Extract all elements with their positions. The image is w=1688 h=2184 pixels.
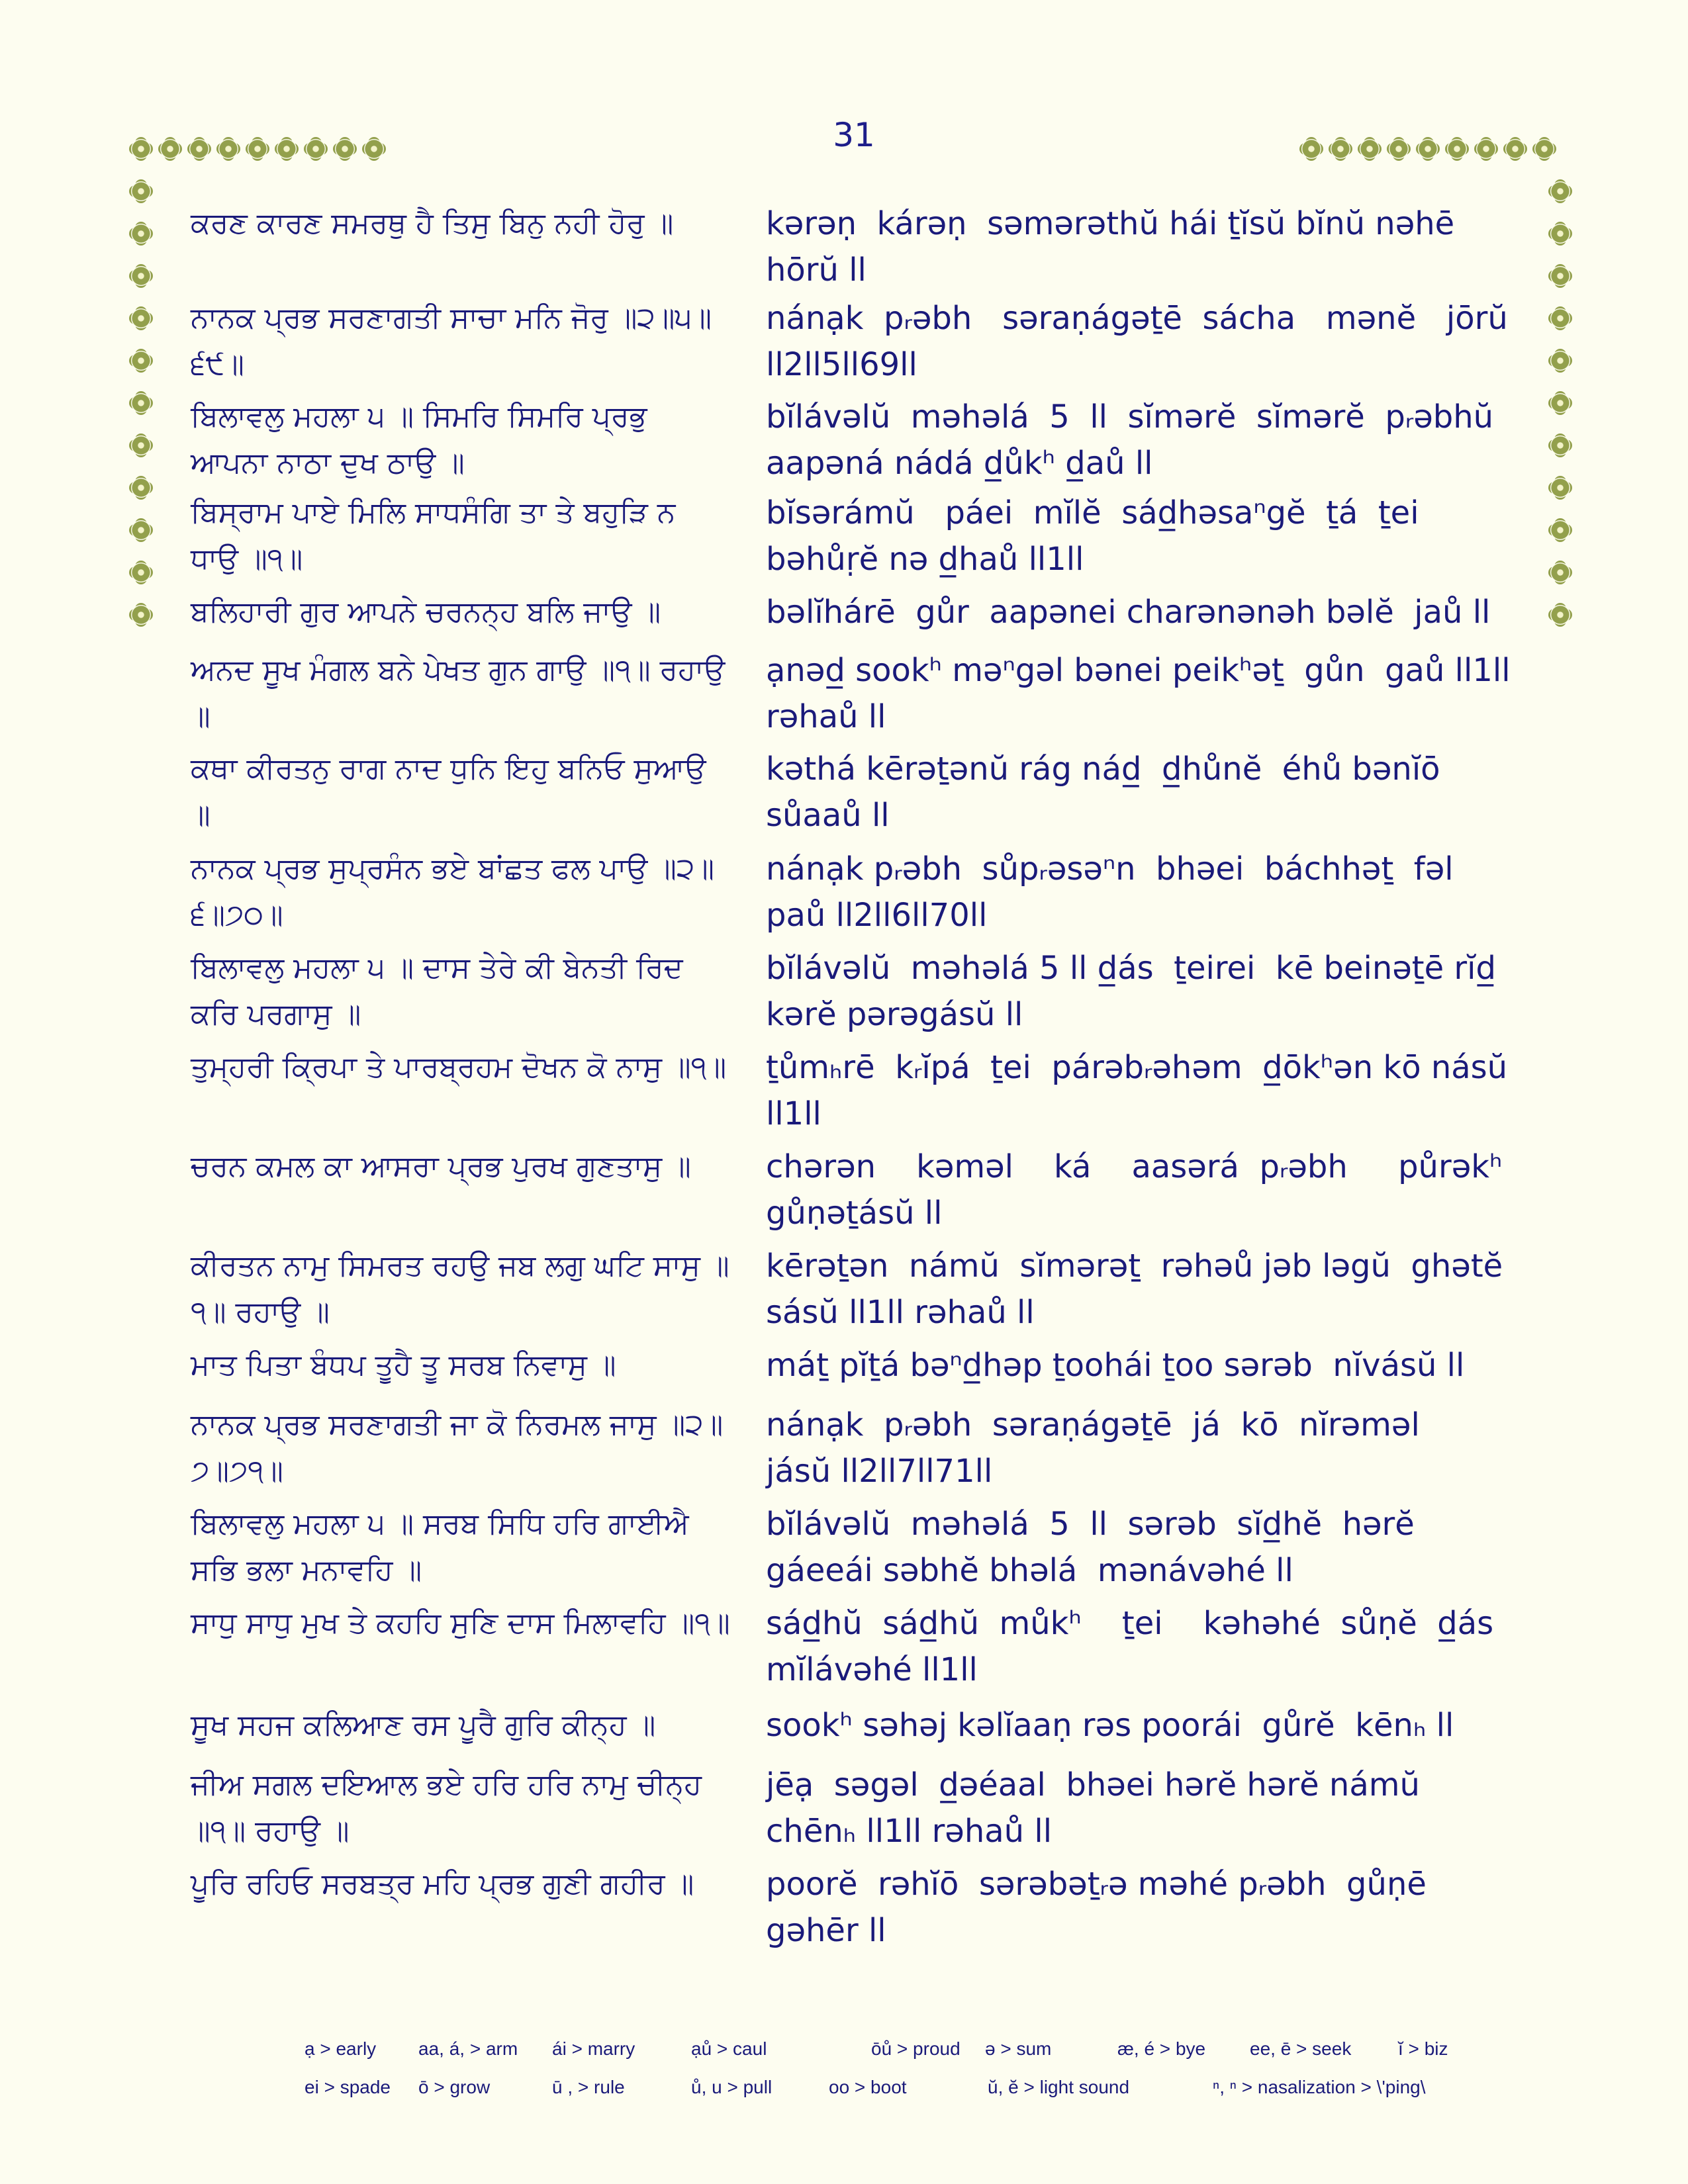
gurmukhi-line: ਬਲਿਹਾਰੀ ਗੁਰ ਆਪਨੇ ਚਰਨਨ੍ਹ ਬਲਿ ਜਾਉ ॥ xyxy=(191,595,661,629)
flower-ornament xyxy=(1550,563,1570,582)
gurmukhi-line: ਬਿਸ੍ਰਾਮ ਪਾਏ ਮਿਲਿ ਸਾਧਸੰਗਿ ਤਾ ਤੇ ਬਹੁੜਿ ਨ ਧਾਉ ॥੧॥ xyxy=(191,496,676,576)
flower-ornament xyxy=(1447,139,1467,159)
gurmukhi-line: ਨਾਨਕ ਪ੍ਰਭ ਸੁਪ੍ਰਸੰਨ ਭਏ ਬਾਂਛਤ ਫਲ ਪਾਉ ॥੨॥੬॥੭੦॥ xyxy=(191,852,714,932)
flower-ornament xyxy=(131,266,151,286)
flower-ornament xyxy=(1550,308,1570,328)
flower-ornament xyxy=(131,435,151,455)
transliteration-line: nánạk pᵣəbh səraṇágəṯē sácha mənĕ jōrŭ ll2ll5ll69ll xyxy=(766,300,1519,383)
gurmukhi-line: ਬਿਲਾਵਲੁ ਮਹਲਾ ੫ ॥ ਦਾਸ ਤੇਰੇ ਕੀ ਬੇਨਤੀ ਰਿਦ ਕਰਿ ਪਰਗਾਸੁ ॥ xyxy=(191,951,683,1031)
flower-ornament xyxy=(131,224,151,244)
gurmukhi-line: ਤੁਮ੍ਹਰੀ ਕ੍ਰਿਪਾ ਤੇ ਪਾਰਬ੍ਰਹਮ ਦੋਖਨ ਕੋ ਨਾਸੁ ॥੧॥ xyxy=(191,1050,727,1084)
transliteration-line: ạnəd̲ sookʰ məⁿgəl bənei peikʰəṯ gůn gaů ll1ll rəhaů ll xyxy=(766,652,1521,735)
flower-ornament xyxy=(160,139,180,159)
gurmukhi-line: ਕਰਣ ਕਾਰਣ ਸਮਰਥੁ ਹੈ ਤਿਸੁ ਬਿਨੁ ਨਹੀ ਹੋਰੁ ॥ xyxy=(191,206,674,240)
pronunciation-legend xyxy=(305,2038,1496,2115)
legend-entry: ái > marry xyxy=(552,2038,635,2059)
flower-ornament xyxy=(1550,393,1570,413)
gurmukhi-line: ਬਿਲਾਵਲੁ ਮਹਲਾ ੫ ॥ ਸਰਬ ਸਿਧਿ ਹਰਿ ਗਾਈਐ ਸਭਿ ਭਲਾ ਮਨਾਵਹਿ ॥ xyxy=(191,1507,689,1587)
legend-entry: ō > grow xyxy=(418,2077,491,2097)
flower-ornament xyxy=(131,478,151,498)
flower-ornament xyxy=(1550,181,1570,201)
legend-entry: aa, á, > arm xyxy=(418,2038,518,2059)
flower-ornament xyxy=(131,393,151,413)
flower-ornament xyxy=(1505,139,1525,159)
legend-entry: ạ > early xyxy=(305,2038,377,2059)
legend-entry: ů, u > pull xyxy=(691,2077,773,2097)
flower-ornament xyxy=(1389,139,1409,159)
transliteration-line: nánạk pᵣəbh sůpᵣəsəⁿn bhəei báchhəṯ fəl paů ll2ll6ll70ll xyxy=(766,850,1484,934)
legend-entry: ə > sum xyxy=(985,2038,1052,2059)
flower-ornament xyxy=(1550,224,1570,244)
transliteration-line: sád̲hŭ sád̲hŭ můkʰ ṯei kəhəhé sůṇĕ d̲ás mĭlávəhé ll1ll xyxy=(766,1605,1504,1688)
legend-row xyxy=(305,2038,1496,2077)
gurmukhi-line: ਨਾਨਕ ਪ੍ਰਭ ਸਰਣਾਗਤੀ ਸਾਚਾ ਮਨਿ ਜੋਰੁ ॥੨॥੫॥੬੯॥ xyxy=(191,301,712,381)
flower-ornament xyxy=(1301,139,1321,159)
gurmukhi-line: ਅਨਦ ਸੂਖ ਮੰਗਲ ਬਨੇ ਪੇਖਤ ਗੁਨ ਗਾਉ ॥੧॥ ਰਹਾਉ ॥ xyxy=(191,653,726,733)
flower-ornament xyxy=(1534,139,1554,159)
flower-ornament xyxy=(131,520,151,540)
flower-ornament xyxy=(1360,139,1380,159)
flower-ornament xyxy=(1418,139,1438,159)
gurmukhi-line: ਨਾਨਕ ਪ੍ਰਭ ਸਰਣਾਗਤੀ ਜਾ ਕੋ ਨਿਰਮਲ ਜਾਸੁ ॥੨॥੭॥੭੧॥ xyxy=(191,1408,724,1488)
transliteration-line: sookʰ səhəj kəlĭaaṇ rəs poorái gůrĕ kēnₕ ll xyxy=(766,1707,1454,1744)
transliteration-line: máṯ pĭṯá bəⁿd̲həp ṯoohái ṯoo sərəb nĭvásŭ ll xyxy=(766,1347,1465,1384)
legend-entry: æ, é > bye xyxy=(1117,2038,1206,2059)
legend-entry: ạů > caul xyxy=(691,2038,767,2059)
transliteration-line: poorĕ rəhĭō sərəbəṯᵣə məhé pᵣəbh gůṇē gəhēr ll xyxy=(766,1866,1447,1949)
flower-ornament xyxy=(131,181,151,201)
transliteration-line: bəlĭhárē gůr aapənei charənənəh bəlĕ jaů ll xyxy=(766,594,1491,631)
gurmukhi-line: ਬਿਲਾਵਲੁ ਮਹਲਾ ੫ ॥ ਸਿਮਰਿ ਸਿਮਰਿ ਪ੍ਰਭੁ ਆਪਨਾ ਨਾਠਾ ਦੁਖ ਠਾਉ ॥ xyxy=(191,400,647,480)
flower-ornament xyxy=(131,351,151,371)
flower-ornament xyxy=(131,563,151,582)
legend-entry: ōů > proud xyxy=(871,2038,961,2059)
transliteration-line: ṯůmₕrē kᵣĭpá ṯei párəbᵣəhəm d̲ōkʰən kō násŭ ll1ll xyxy=(766,1049,1518,1132)
legend-entry: ŭ, ĕ > light sound xyxy=(988,2077,1130,2097)
flower-ornament xyxy=(131,308,151,328)
flower-ornament xyxy=(306,139,326,159)
transliteration-line: bĭsərámŭ páei mĭlĕ sád̲həsaⁿgĕ ṯá ṯei bəhůṛĕ nə d̲haů ll1ll xyxy=(766,494,1450,578)
transliteration-line: jēạ səgəl d̲əéaal bhəei hərĕ hərĕ námŭ chēnₕ ll1ll rəhaů ll xyxy=(766,1766,1440,1850)
transliteration-line: bĭlávəlŭ məhəlá 5 ll sĭmərĕ sĭmərĕ pᵣəbhŭ aapəná nádá d̲ůkʰ d̲aů ll xyxy=(766,398,1504,482)
page-number: 31 xyxy=(833,116,875,154)
flower-ornament xyxy=(277,139,297,159)
gurmukhi-line: ਜੀਅ ਸਗਲ ਦਇਆਲ ਭਏ ਹਰਿ ਹਰਿ ਨਾਮੁ ਚੀਨ੍ਹ ॥੧॥ ਰਹਾਉ ॥ xyxy=(191,1768,702,1848)
flower-ornament xyxy=(131,139,151,159)
gurmukhi-line: ਕਥਾ ਕੀਰਤਨੁ ਰਾਗ ਨਾਦ ਧੁਨਿ ਇਹੁ ਬਨਿਓ ਸੁਆਉ ॥ xyxy=(191,752,706,832)
transliteration-line: kərəṇ kárəṇ səmərəthŭ hái ṯĭsŭ bĭnŭ nəhē hōrŭ ll xyxy=(766,205,1465,289)
flower-ornament xyxy=(1550,266,1570,286)
transliteration-line: nánạk pᵣəbh səraṇágəṯē já kō nĭrəməl jásŭ ll2ll7ll71ll xyxy=(766,1406,1460,1490)
gurmukhi-line: ਪੂਰਿ ਰਹਿਓ ਸਰਬਤ੍ਰ ਮਹਿ ਪ੍ਰਭ ਗੁਣੀ ਗਹੀਰ ॥ xyxy=(191,1867,694,1901)
flower-ornament xyxy=(1331,139,1350,159)
transliteration-line: bĭlávəlŭ məhəlá 5 ll d̲ás ṯeirei kē beinəṯē rĭd̲ kərĕ pərəgásŭ ll xyxy=(766,950,1507,1033)
legend-entry: ĭ > biz xyxy=(1398,2038,1448,2059)
legend-entry: ⁿ, ⁿ > nasalization > \'ping\ xyxy=(1213,2077,1426,2097)
gurmukhi-line: ਸਾਧੁ ਸਾਧੁ ਮੁਖ ਤੇ ਕਹਹਿ ਸੁਣਿ ਦਾਸ ਮਿਲਾਵਹਿ ॥੧॥ xyxy=(191,1606,730,1640)
legend-entry: ee, ē > seek xyxy=(1250,2038,1352,2059)
legend-entry: ei > spade xyxy=(305,2077,391,2097)
transliteration-line: chərən kəməl ká aasərá pᵣəbh půrəkʰ gůṇəṯásŭ ll xyxy=(766,1148,1513,1232)
legend-entry: oo > boot xyxy=(829,2077,907,2097)
legend-entry: ū , > rule xyxy=(552,2077,625,2097)
flower-ornament xyxy=(1550,520,1570,540)
gurmukhi-line: ਸੂਖ ਸਹਜ ਕਲਿਆਣ ਰਸ ਪੂਰੈ ਗੁਰਿ ਕੀਨ੍ਹ ॥ xyxy=(191,1708,656,1742)
gurmukhi-line: ਚਰਨ ਕਮਲ ਕਾ ਆਸਰਾ ਪ੍ਰਭ ਪੁਰਖ ਗੁਣਤਾਸੁ ॥ xyxy=(191,1150,691,1183)
transliteration-line: kəthá kērəṯənŭ rág nád̲ d̲hůnĕ éhů bənĭō sůaaů ll xyxy=(766,751,1450,834)
gurmukhi-line: ਮਾਤ ਪਿਤਾ ਬੰਧਪ ਤੂਹੈ ਤੂ ਸਰਬ ਨਿਵਾਸੁ ॥ xyxy=(191,1348,616,1382)
flower-ornament xyxy=(1550,605,1570,625)
flower-ornament xyxy=(335,139,355,159)
flower-ornament xyxy=(218,139,238,159)
flower-ornament xyxy=(189,139,209,159)
transliteration-line: kērəṯən námŭ sĭmərəṯ rəhəů jəb ləgŭ ghətĕ sásŭ ll1ll rəhaů ll xyxy=(766,1248,1513,1331)
flower-ornament xyxy=(131,605,151,625)
legend-row xyxy=(305,2077,1496,2115)
flower-ornament xyxy=(1550,435,1570,455)
flower-ornament xyxy=(248,139,267,159)
flower-ornament xyxy=(1476,139,1496,159)
flower-ornament xyxy=(1550,351,1570,371)
flower-ornament xyxy=(364,139,384,159)
gurmukhi-line: ਕੀਰਤਨ ਨਾਮੁ ਸਿਮਰਤ ਰਹਉ ਜਬ ਲਗੁ ਘਟਿ ਸਾਸੁ ॥੧॥ ਰਹਾਉ ॥ xyxy=(191,1249,729,1329)
flower-ornament xyxy=(1550,478,1570,498)
transliteration-line: bĭlávəlŭ məhəlá 5 ll sərəb sĭd̲hĕ hərĕ gáeeái səbhĕ bhəlá mənávəhé ll xyxy=(766,1506,1435,1589)
